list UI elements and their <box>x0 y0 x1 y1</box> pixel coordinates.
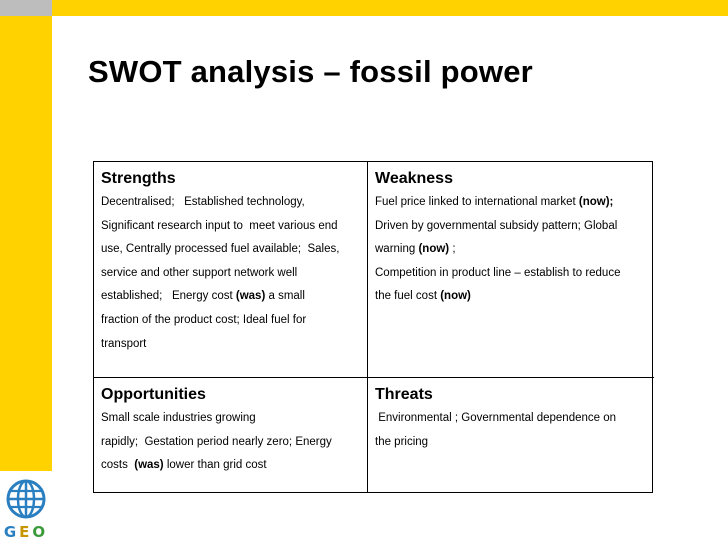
top-bar-yellow-band <box>52 0 728 16</box>
weakness-line <box>375 215 648 239</box>
left-accent-stripe <box>0 16 52 471</box>
body-text: ; <box>449 243 456 256</box>
strengths-line <box>101 262 361 286</box>
bold-text: (now) <box>440 290 471 303</box>
opportunities-cell <box>94 378 368 492</box>
body-text: costs <box>101 459 135 472</box>
body-text: lower than grid cost <box>163 459 267 472</box>
opportunities-title: Opportunities <box>101 386 206 403</box>
body-text: established; Energy cost <box>101 290 236 303</box>
body-text: rapidly; Gestation period nearly zero; Energy <box>101 435 332 448</box>
weakness-cell <box>368 162 654 378</box>
body-text: use, Centrally processed fuel available; Sales, <box>101 243 340 256</box>
threats-body <box>375 407 648 454</box>
strengths-body <box>101 191 361 356</box>
body-text: Competition in product line – establish to reduce <box>375 266 621 279</box>
body-text: the fuel cost <box>375 290 441 303</box>
top-bar <box>0 0 728 16</box>
swot-table <box>93 161 653 493</box>
geo-logo <box>0 471 52 546</box>
threats-cell <box>368 378 654 492</box>
strengths-title: Strengths <box>101 170 176 187</box>
strengths-line <box>101 215 361 239</box>
body-text: Small scale industries growing <box>101 412 256 424</box>
bold-text: (now) <box>418 243 450 256</box>
slide-title: SWOT analysis – fossil power <box>88 54 533 89</box>
logo-letter-g: G <box>3 523 20 541</box>
body-text: fraction of the product cost; Ideal fuel for <box>101 313 307 326</box>
logo-letter-o: O <box>32 523 49 541</box>
body-text: Fuel price linked to international market <box>375 196 579 208</box>
strengths-line <box>101 191 361 215</box>
weakness-line <box>375 191 648 215</box>
top-bar-grey-block <box>0 0 52 16</box>
opportunities-line <box>101 407 361 431</box>
weakness-title: Weakness <box>375 170 453 187</box>
body-text: a small <box>265 290 305 303</box>
globe-icon <box>6 479 46 519</box>
body-text: Driven by governmental subsidy pattern; Global <box>375 219 618 232</box>
bold-text: (was) <box>134 459 164 472</box>
body-text: transport <box>101 337 147 350</box>
bold-text: (was) <box>235 290 266 303</box>
strengths-cell <box>94 162 368 378</box>
threats-title: Threats <box>375 386 433 403</box>
body-text: Environmental ; Governmental dependence on <box>375 412 617 424</box>
body-text: warning <box>375 243 419 256</box>
body-text: Significant research input to meet various end <box>101 219 338 232</box>
strengths-line <box>101 238 361 262</box>
weakness-line <box>375 238 648 262</box>
strengths-line <box>101 333 361 357</box>
logo-letter-e: E <box>19 523 33 541</box>
opportunities-body <box>101 407 361 478</box>
strengths-line <box>101 285 361 309</box>
opportunities-line <box>101 431 361 455</box>
body-text: the pricing <box>375 435 429 448</box>
logo-wordmark <box>0 523 52 541</box>
opportunities-line <box>101 454 361 478</box>
threats-line <box>375 431 648 455</box>
weakness-line <box>375 262 648 286</box>
weakness-line <box>375 285 648 309</box>
body-text: Decentralised; Established technology, <box>101 196 305 208</box>
threats-line <box>375 407 648 431</box>
body-text: service and other support network well <box>101 266 298 279</box>
strengths-line <box>101 309 361 333</box>
weakness-body <box>375 191 648 309</box>
bold-text: (now); <box>578 196 614 208</box>
